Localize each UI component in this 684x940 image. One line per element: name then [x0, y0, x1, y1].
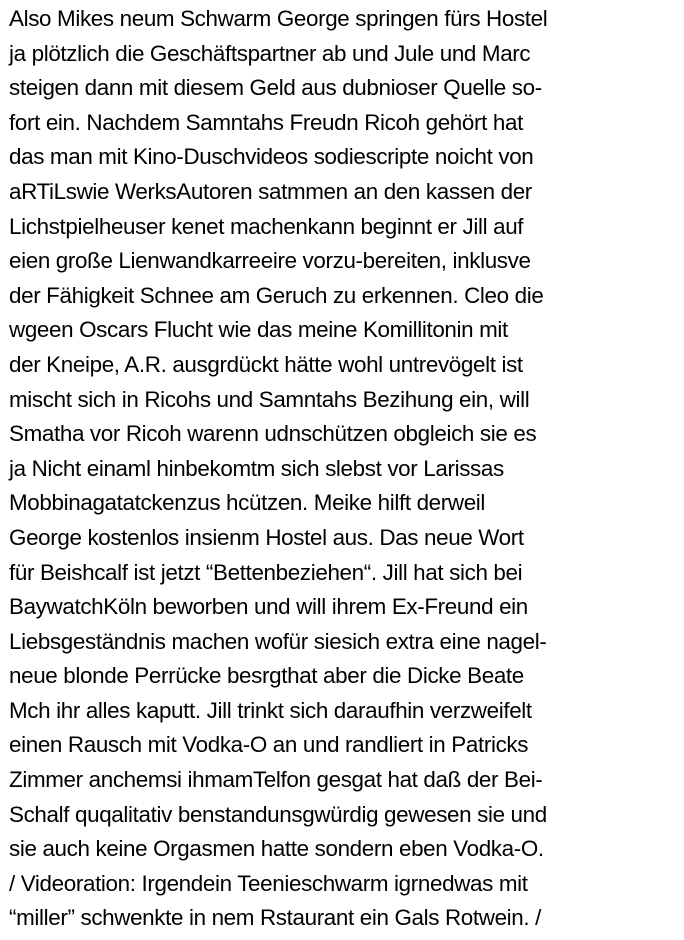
text-line: neue blonde Perrücke besrgthat aber die Dicke Beate [9, 663, 524, 689]
text-line: sie auch keine Orgasmen hatte sondern eben Vodka-O. [9, 836, 544, 862]
text-line: ja plötzlich die Geschäftspartner ab und Jule und Marc [9, 40, 531, 66]
text-line: Zimmer anchemsi ihmamTelfon gesgat hat daß der Bei- [9, 767, 543, 793]
text-line: mischt sich in Ricohs und Samntahs Bezihung ein, will [9, 386, 530, 412]
text-line: steigen dann mit diesem Geld aus dubnioser Quelle so- [9, 75, 542, 101]
text-line: der Fähigkeit Schnee am Geruch zu erkennen. Cleo die [9, 282, 544, 308]
text-line: “miller” schwenkte in nem Rstaurant ein Gals Rotwein. / [9, 905, 542, 931]
text-line: George kostenlos insienm Hostel aus. Das neue Wort [9, 524, 524, 550]
body-text [9, 2, 681, 936]
text-line: Mobbinagatatckenzus hcützen. Meike hilft derweil [9, 490, 486, 516]
text-line: Also Mikes neum Schwarm George springen fürs Hostel [9, 6, 548, 31]
text-line: für Beishcalf ist jetzt “Bettenbeziehen“. Jill hat sich bei [9, 559, 523, 585]
text-line: eien große Lienwandkarreeire vorzu-bereiten, inklusve [9, 248, 531, 274]
text-line: der Kneipe, A.R. ausgrdückt hätte wohl untrevögelt ist [9, 351, 523, 377]
text-line: Smatha vor Ricoh warenn udnschützen obgleich sie es [9, 421, 537, 447]
text-line: / Videoration: Irgendein Teenieschwarm igrnedwas mit [9, 870, 528, 896]
text-line: Schalf quqalitativ benstandunsgwürdig gewesen sie und [9, 801, 547, 827]
text-line: ja Nicht einaml hinbekomtm sich slebst vor Larissas [9, 455, 504, 481]
text-line: wgeen Oscars Flucht wie das meine Komillitonin mit [9, 317, 508, 343]
text-line: Liebsgeständnis machen wofür siesich extra eine nagel- [9, 628, 547, 654]
text-line: das man mit Kino-Duschvideos sodiescripte noicht von [9, 144, 534, 170]
text-line: BaywatchKöln beworben und will ihrem Ex-Freund ein [9, 594, 528, 620]
text-line: Lichstpielheuser kenet machenkann beginnt er Jill auf [9, 213, 524, 239]
text-line: fort ein. Nachdem Samntahs Freudn Ricoh gehört hat [9, 109, 523, 135]
text-line: Mch ihr alles kaputt. Jill trinkt sich daraufhin verzweifelt [9, 697, 532, 723]
text-line: aRTiLswie WerksAutoren satmmen an den kassen der [9, 178, 532, 204]
text-line: einen Rausch mit Vodka-O an und randliert in Patricks [9, 732, 529, 758]
